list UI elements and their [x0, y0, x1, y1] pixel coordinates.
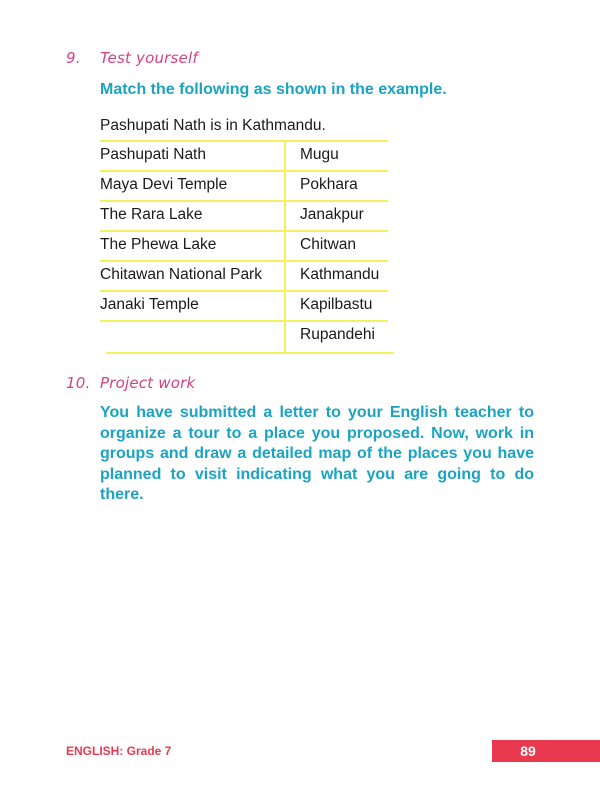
- table-row: [100, 260, 394, 290]
- place-location: Rupandehi: [300, 326, 375, 343]
- place-location: Janakpur: [300, 206, 364, 223]
- table-row: [100, 170, 394, 200]
- place-name: [100, 320, 284, 350]
- place-location: Pokhara: [300, 176, 358, 193]
- place-name: Janaki Temple: [100, 296, 199, 313]
- place-location: Kathmandu: [300, 266, 380, 283]
- place-location: Chitwan: [300, 236, 356, 253]
- project-instruction: You have submitted a letter to your English teacher to organize a tour to a place you proposed. Now, work in groups and draw a detailed map of the places you have planned to visit indicating what you are going to do there.: [100, 404, 534, 503]
- place-location: Kapilbastu: [300, 296, 373, 313]
- section-heading-test-yourself: [66, 49, 198, 67]
- match-instruction: Match the following as shown in the example.: [100, 81, 447, 98]
- place-name: Maya Devi Temple: [100, 176, 228, 193]
- place-name: Pashupati Nath: [100, 146, 206, 163]
- table-row: [100, 230, 394, 260]
- section-heading-project-work: [66, 374, 195, 392]
- table-row: [100, 140, 394, 170]
- place-name: The Rara Lake: [100, 206, 203, 223]
- place-name: Chitawan National Park: [100, 266, 262, 283]
- example-sentence: Pashupati Nath is in Kathmandu.: [100, 117, 326, 134]
- section-title: Project work: [100, 374, 196, 392]
- table-rule: [106, 352, 394, 354]
- page-number-bar: [492, 740, 600, 762]
- section-number: 10.: [66, 374, 91, 392]
- section-title: Test yourself: [100, 49, 198, 67]
- table-row: [100, 200, 394, 230]
- table-row: [100, 320, 394, 350]
- table-row: [100, 290, 394, 320]
- page-number: 89: [520, 743, 536, 759]
- section-number: 9.: [66, 49, 81, 67]
- place-location: Mugu: [300, 146, 339, 163]
- match-table: [100, 140, 394, 350]
- footer-book-title: ENGLISH: Grade 7: [66, 744, 172, 758]
- place-name: The Phewa Lake: [100, 236, 217, 253]
